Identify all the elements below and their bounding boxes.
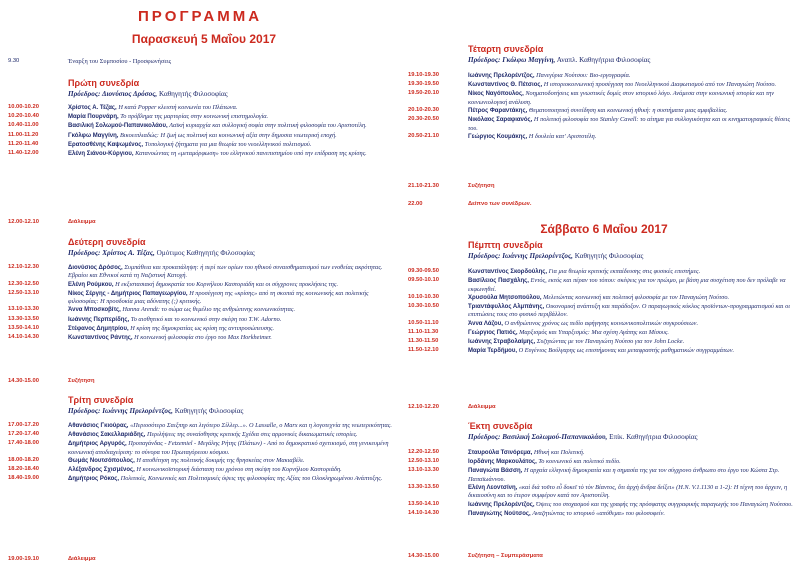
- item-speaker: Χρυσούλα Μητσοπούλου,: [468, 294, 542, 301]
- item-description: [468, 81, 800, 89]
- item-description: [68, 290, 400, 306]
- session-items: [408, 268, 800, 356]
- final-label: Συζήτηση – Συμπεράσματα: [468, 553, 543, 559]
- item-title: Το κοινωνικό και πολιτικό πεδίο.: [538, 458, 621, 466]
- schedule-item: [408, 501, 800, 509]
- chair-role: Αναπλ. Καθηγήτρια Φιλοσοφίας: [556, 56, 651, 64]
- item-title: Προπαγάνδας - Fetzemiel - Μεγάλης Ρήτης (Πλάτων) - Από το δημοκρατικό σχετικισμό, στη γενικευμένη κοινωνική αποδιαχείριση: το σύνορα του Πρωταγόρειου κόσμου.: [68, 440, 389, 456]
- schedule-item: [8, 290, 400, 306]
- item-title: Η αποθέτηση της πολιτικής δοκιμής της θρησκείας στον Μακιαβέλι.: [136, 457, 305, 465]
- item-time: 19.50-20.10: [408, 90, 439, 97]
- item-time: 17.40-18.00: [8, 440, 39, 447]
- item-title: Συζητώντας με τον Παναγιώτη Νούτσο για τον John Locke.: [536, 338, 685, 346]
- item-time: 10.10-10.30: [408, 293, 439, 300]
- item-time: 20.30-20.50: [408, 116, 439, 123]
- item-speaker: Κωνσταντίνος Θ. Πέτσιος,: [468, 82, 543, 89]
- session-title: Τέταρτη συνεδρία: [468, 44, 544, 54]
- chair-role: Επίκ. Καθηγήτρια Φιλοσοφίας: [609, 433, 698, 441]
- item-description: [468, 277, 800, 293]
- schedule-item: [408, 329, 800, 337]
- item-time: 12.50-13.10: [408, 458, 439, 465]
- item-description: [468, 347, 800, 355]
- schedule-item: [8, 113, 400, 121]
- item-speaker: Ιωάννης Στραβολαίμης,: [468, 339, 536, 346]
- item-speaker: Νίκος Σέργης - Δημήτριος Παπαγεωργίου,: [68, 290, 188, 297]
- item-time: 14.10-14.30: [8, 334, 39, 341]
- item-time: 13.30-13.50: [8, 315, 39, 322]
- item-speaker: Ιωάννης Πρελορέντζος,: [468, 73, 535, 79]
- discussion-2: [408, 182, 800, 190]
- item-title: Πολιτικές, Κοινωνικές και Πολιτισμικές όψεις της φιλοσοφίας της Αξίας του Ολοκληρωμένου Ανάπτυξης.: [120, 475, 383, 483]
- item-time: 20.10-20.30: [408, 107, 439, 114]
- chair-label: Πρόεδρος: Διονύσιος Δρόσος,: [68, 90, 158, 98]
- item-description: [68, 281, 400, 289]
- item-description: [468, 458, 800, 466]
- schedule-item: [408, 133, 800, 141]
- item-title: Όψεις του στοχασμού και της γραφής της πρόσφατης συγγραφικής παραγωγής του Παναγιώτη Νούτσου.: [536, 500, 793, 508]
- item-title: Η κρίση της δημοκρατίας ως κρίση της αντιπροσώπευσης.: [130, 324, 275, 332]
- item-description: [68, 104, 400, 112]
- item-speaker: Νικόλαος Σαραφιανός,: [468, 117, 533, 124]
- item-title: Εντός, εκτός και πέραν του τόπου: σκέψεις για τον πρώιμο, με βάση μια συσχέτιση που δεν πρόλαβε να εκφωνηθεί.: [468, 277, 786, 293]
- break-2: [8, 555, 400, 563]
- item-title: Η προσέγγιση της «κρίσης» από τη σκοπιά της κοινωνικής και πολιτικής φιλοσοφίας: Η προσδοκία μιας αδύνατης (;) κριτικής.: [68, 289, 369, 306]
- item-speaker: Βασιλική Σολωμού-Παπανικολάου,: [68, 123, 168, 130]
- session-chair: [68, 248, 400, 258]
- schedule-item: [408, 81, 800, 89]
- schedule-item: [408, 484, 800, 500]
- item-time: 10.00-10.20: [8, 104, 39, 110]
- schedule-item: [408, 449, 800, 457]
- item-title: Περιλήψεις της συναίσθησης κριτικής Σχέδια στις αρμονικές δικαιωματικές ιστορίες.: [147, 431, 358, 439]
- item-title: Οικονομική ανάπτυξη και παράδοξον. Ο παραγωγικός κύκλος προϊόντων-προγραμματισμού και οι επιπτώσεις τους στο φυσικό περιβάλλον.: [468, 303, 791, 319]
- item-speaker: Ερατοσθένης Καψωμένος,: [68, 141, 144, 148]
- item-speaker: Γεώργιος Κουμάκης,: [468, 133, 528, 140]
- schedule-item: [408, 458, 800, 466]
- item-time: 13.50-14.10: [408, 500, 439, 507]
- item-speaker: Κωνσταντίνος Σκορδούλης,: [468, 269, 548, 275]
- item-speaker: Βασίλειος Πασχάλης,: [468, 278, 529, 285]
- item-description: [68, 440, 400, 456]
- item-time: 17.00-17.20: [8, 422, 39, 428]
- item-speaker: Χρίστος Α. Τέζας,: [68, 105, 117, 111]
- chair-label: Πρόεδρος: Χρίστος Α. Τέζας,: [68, 249, 155, 257]
- schedule-item: [408, 116, 800, 132]
- session-title: Πρώτη συνεδρία: [68, 78, 140, 88]
- item-title: Η εκξιστασιακή δημοκρατία του Κορνήλιου Καστοριάδη και οι σύγχρονες προκλήσεις της.: [115, 280, 339, 288]
- item-description: [68, 306, 400, 314]
- schedule-item: [408, 320, 800, 328]
- session-4: [408, 44, 800, 142]
- session-chair: [468, 432, 800, 442]
- item-time: 19.30-19.50: [408, 81, 439, 88]
- chair-role: Ομότιμος Καθηγητής Φιλοσοφίας: [156, 249, 255, 257]
- chair-role: Καθηγητής Φιλοσοφίας: [574, 252, 644, 260]
- item-title: Για μια θεωρία κριτικής εκπαίδευσης στις φυσικές επιστήμες.: [548, 268, 701, 275]
- break-3: [408, 403, 800, 411]
- session-title: Δεύτερη συνεδρία: [68, 237, 146, 247]
- item-description: [68, 325, 400, 333]
- item-title: «καὶ διὰ τοῦτο εὖ δοκεῖ τὸ τὸν Βίαντος, ὅτι ἀρχὴ ἄνδρα δείξει» (Η.Ν. V.1.1130 α 1-2): Η τέχνη του άρχειν, η δικαιοσύνη και το έτερον συμφέρον κατά τον Αριστοτέλη.: [468, 484, 788, 500]
- schedule-item: [8, 316, 400, 324]
- schedule-item: [408, 347, 800, 355]
- break-time: 12.00-12.10: [8, 219, 39, 225]
- item-description: [68, 132, 400, 140]
- session-chair: [68, 89, 400, 99]
- item-description: [68, 150, 400, 158]
- session-chair: [468, 55, 800, 65]
- session-items: [408, 72, 800, 141]
- item-title: Μελετώντας κοινωνική και πολιτική φιλοσοφία με τον Παναγιώτη Νούτσο.: [543, 293, 730, 301]
- session-title: Έκτη συνεδρία: [468, 421, 533, 431]
- item-description: [468, 107, 800, 115]
- chair-label: Πρόεδρος: Ιωάννης Πρελορέντζος,: [68, 407, 173, 415]
- item-time: 18.40-19.00: [8, 475, 39, 482]
- item-speaker: Αθανάσιος Γκιούρας,: [68, 423, 129, 429]
- session-items: [8, 422, 400, 484]
- schedule-item: [8, 466, 400, 474]
- schedule-item: [8, 104, 400, 112]
- session-3: [8, 395, 400, 485]
- item-description: [68, 141, 400, 149]
- session-items: [408, 449, 800, 518]
- schedule-item: [8, 440, 400, 456]
- item-description: [68, 475, 400, 483]
- schedule-item: [8, 334, 400, 342]
- item-description: [68, 422, 400, 430]
- item-description: [468, 294, 800, 302]
- item-title: Η κοινωνικοϊστορική διάσταση του χρόνου στη σκέψη του Κορνήλιου Καστοριάδη.: [136, 466, 342, 474]
- item-title: Το πρόβλημα της μαρτυρίας στην κοινωνική επιστημολογία.: [120, 113, 269, 121]
- item-time: 09.30-09.50: [408, 268, 439, 274]
- break-label: Διάλειμμα: [68, 219, 96, 225]
- item-title: «Περιοσότερο Σαιξπηρ και λιγότερο Σίλλερ...». Ο Lassalle, ο Marx και η λογοτεχνία της νεωτερικότητας.: [130, 422, 392, 429]
- schedule-item: [8, 475, 400, 483]
- schedule-item: [408, 303, 800, 319]
- item-speaker: Μαρία Πουρνάρη,: [68, 114, 119, 121]
- item-speaker: Ιωάννης Περπερίδης,: [68, 316, 130, 323]
- item-title: Θεματοποιητική συνείδηση και κοινωνική ηθική: η συστήματα μιας αμφιβαλίας.: [528, 107, 728, 115]
- item-time: 09.50-10.10: [408, 277, 439, 284]
- item-time: 11.00-11.20: [8, 131, 39, 138]
- schedule-item: [8, 422, 400, 430]
- item-title: Hanna Arendt: το σώμα ως θεμέλιο της ανθρώπινης κοινωνικότητας.: [122, 306, 296, 314]
- item-title: Η δουλεία κατ' Αριστοτέλη.: [528, 132, 597, 140]
- item-speaker: Αθανάσιος Σακελλαριάδης,: [68, 432, 146, 439]
- schedule-item: [8, 264, 400, 280]
- session-6: [408, 421, 800, 519]
- schedule-item: [8, 306, 400, 314]
- item-time: 12.50-13.10: [8, 289, 39, 296]
- item-time: 20.50-21.10: [408, 132, 439, 139]
- item-speaker: Πέτρος Φαραντάκης,: [468, 108, 528, 115]
- item-speaker: Γεώργιος Πατιός,: [468, 329, 518, 336]
- item-speaker: Σταυρούλα Τσινόρεμα,: [468, 450, 533, 456]
- item-speaker: Ελένη Σιάνου-Κύργιου,: [68, 151, 134, 158]
- chair-label: Πρόεδρος: Γκόλφω Μαγγίνη,: [468, 56, 556, 64]
- item-title: Το αισθητικό και το κοινωνικό στην σκέψη του T.W. Adorno.: [130, 315, 282, 323]
- saturday-heading: Σάββατο 6 Μαΐου 2017: [540, 222, 668, 236]
- item-speaker: Ελένη Λεοντσίνη,: [468, 485, 518, 492]
- session-2: [8, 237, 400, 343]
- schedule-item: [8, 431, 400, 439]
- item-time: 19.10-19.30: [408, 72, 439, 78]
- item-title: Κατανοώντας τη «μεταμόρφωση» του ελληνικού πανεπιστημίου υπό την επίδραση της κρίσης.: [135, 150, 367, 158]
- item-time: 13.30-13.50: [408, 484, 439, 491]
- schedule-item: [408, 72, 800, 80]
- item-title: Η κοινωνική φιλοσοφία στο έργο του Max Horkheimer.: [134, 334, 272, 342]
- item-description: [468, 72, 800, 80]
- item-time: 18.20-18.40: [8, 466, 39, 473]
- item-speaker: Κωνσταντίνος Ράντης,: [68, 335, 133, 342]
- item-title: Νοηματοδοτήσεις και γνωστικές δομές στον ιστορικό λόγο. Ανάμεσα στην κοινωνική ιστορία και την κοινωνιολογική ανάλυση.: [468, 90, 774, 106]
- program-title: ΠΡΟΓΡΑΜΜΑ: [137, 8, 263, 25]
- item-speaker: Στέφανος Δημητρίου,: [68, 325, 129, 332]
- discussion-time: 14.30-15.00: [8, 378, 39, 384]
- item-title: Βικοειπλιαδώς: Η ζωή ως πολιτική και κοινωνική αξία στην δημοσια νεωτερική εποχή.: [119, 131, 337, 139]
- break-label: Διάλειμμα: [68, 556, 96, 562]
- session-items: [8, 104, 400, 158]
- item-description: [468, 501, 800, 509]
- item-description: [468, 320, 800, 328]
- item-description: [68, 264, 400, 280]
- item-time: 12.20-12.50: [408, 449, 439, 455]
- item-time: 12.30-12.50: [8, 280, 39, 287]
- item-time: 13.10-13.30: [408, 467, 439, 474]
- break-label: Διάλειμμα: [468, 404, 496, 410]
- item-title: Ο Ευγένιος Βούλγαρης ως επιστήμονας και μεταφραστής μαθηματικών συγγραμμάτων.: [518, 347, 735, 355]
- item-time: 11.10-11.30: [408, 328, 439, 335]
- item-title: Η αρχαία ελληνική δημοκρατία και η σημασία της για τον σύγχρονο άνθρωπο στο έργο του Κώστα Στρ. Παπαϊωάννου.: [468, 467, 780, 483]
- item-time: 10.30-10.50: [408, 303, 439, 310]
- item-description: [468, 268, 800, 276]
- schedule-item: [8, 132, 400, 140]
- schedule-item: [408, 277, 800, 293]
- schedule-item: [408, 107, 800, 115]
- final-time: 14.30-15.00: [408, 553, 439, 559]
- session-5: [408, 240, 800, 356]
- item-time: 10.20-10.40: [8, 113, 39, 120]
- item-speaker: Παναγιώτα Βάσση,: [468, 468, 523, 475]
- item-title: Η ιστοριοκοινωνική προσέγγιση του Νεοελληνικού Διαφωτισμού από τον Παναγιώτη Νούτσο.: [543, 81, 777, 89]
- schedule-item: [8, 150, 400, 158]
- final-discussion: [408, 552, 800, 560]
- item-title: Λαϊκή κυριαρχία και συλλογική σοφία στην πολιτική φιλοσοφία του Αριστοτέλη.: [169, 122, 367, 130]
- discussion-time: 21.10-21.30: [408, 183, 439, 189]
- item-description: [468, 90, 800, 106]
- item-speaker: Παναγιώτης Νούτσος,: [468, 510, 531, 517]
- item-time: 11.30-11.50: [408, 338, 439, 345]
- session-1: [8, 78, 400, 159]
- item-speaker: Γκόλφω Μαγγίνη,: [68, 132, 119, 139]
- item-title: Συμπάθεια και προκατάληψη: ή περί των ορίων του ηθικού συναισθηματισμού των ενοθείας ακρότητας. Εβραίοι και Εθνικοί κατά τη Ναζιστική Κατοχή.: [68, 264, 383, 280]
- item-time: 13.10-13.30: [8, 306, 39, 313]
- item-speaker: Ιωάννης Πρελορέντζος,: [468, 501, 535, 508]
- schedule-item: [8, 325, 400, 333]
- item-speaker: Δημήτριος Αργυρός,: [68, 441, 127, 448]
- schedule-item: [8, 122, 400, 130]
- item-speaker: Νίκος Ναγόπουλος,: [468, 91, 524, 98]
- item-description: [468, 467, 800, 483]
- dinner: [408, 200, 800, 208]
- item-speaker: Άννα Λάζου,: [468, 320, 503, 327]
- opening-time: 9.30: [8, 58, 20, 64]
- item-description: [68, 122, 400, 130]
- chair-role: Καθηγητής Φιλοσοφίας: [174, 407, 244, 415]
- item-description: [468, 510, 800, 518]
- item-title: Η πολιτική φιλοσοφία του Stanley Cavell: το αίτημα για συλλογικότητα και οι κινηματογραφικές θέσεις του.: [468, 116, 790, 132]
- session-chair: [468, 251, 800, 261]
- item-description: [68, 466, 400, 474]
- item-description: [68, 316, 400, 324]
- schedule-item: [408, 510, 800, 518]
- item-speaker: Διονύσιος Δρόσος,: [68, 265, 123, 271]
- item-description: [468, 303, 800, 319]
- item-time: 10.40-11.00: [8, 122, 39, 129]
- schedule-item: [408, 90, 800, 106]
- item-description: [468, 116, 800, 132]
- item-speaker: Ελένη Ρούμκου,: [68, 281, 114, 288]
- break-time: 12.10-12.20: [408, 404, 439, 410]
- schedule-item: [408, 467, 800, 483]
- item-speaker: Θωμάς Νουτσόπουλος,: [68, 458, 135, 465]
- session-title: Τρίτη συνεδρία: [68, 395, 134, 405]
- item-speaker: Ιορδάνης Μαρκουλάτος,: [468, 459, 537, 466]
- session-title: Πέμπτη συνεδρία: [468, 240, 543, 250]
- item-time: 17.20-17.40: [8, 431, 39, 438]
- break-1: [8, 218, 400, 226]
- item-time: 11.40-12.00: [8, 150, 39, 157]
- friday-heading: Παρασκευή 5 Μαΐου 2017: [131, 32, 277, 46]
- item-time: 11.50-12.10: [408, 347, 439, 354]
- item-title: Τυπολογική ζήτηματα για μια θεωρία του νεοελληνικού πολιτισμού.: [144, 140, 312, 148]
- schedule-item: [408, 268, 800, 276]
- opening-text: Έναρξη του Συμποσίου - Προσφωνήσεις: [68, 58, 172, 65]
- item-title: Ηθική και Πολιτική.: [533, 449, 585, 456]
- schedule-item: [8, 141, 400, 149]
- item-description: [68, 457, 400, 465]
- item-speaker: Δημήτριος Ρόκος,: [68, 476, 120, 483]
- schedule-item: [408, 294, 800, 302]
- item-description: [468, 338, 800, 346]
- schedule-item: [408, 338, 800, 346]
- discussion-label: Συζήτηση: [468, 183, 495, 189]
- item-speaker: Μαρία Τερδήμου,: [468, 348, 517, 355]
- item-description: [68, 113, 400, 121]
- item-time: 12.10-12.30: [8, 264, 39, 270]
- dinner-time: 22.00: [408, 201, 423, 207]
- item-time: 11.20-11.40: [8, 140, 39, 147]
- item-description: [468, 449, 800, 457]
- item-description: [468, 484, 800, 500]
- schedule-item: [8, 281, 400, 289]
- discussion-1: [8, 377, 400, 385]
- discussion-label: Συζήτηση: [68, 378, 95, 384]
- item-title: Ο ανθρώπινος χρόνος ως πεδίο αφήγησης κοινωνικοπολιτικών συγκρούσεων.: [504, 319, 699, 327]
- item-title: Μαρξισμός και Υπαρξισμός: Μια σχέση Αγάπης και Μίσους.: [519, 328, 669, 336]
- opening-block: [8, 58, 400, 66]
- item-speaker: Τριαντάφυλλος Αλμπάνης,: [468, 304, 545, 311]
- item-speaker: Άννα Μποσκοβίτς,: [68, 307, 121, 314]
- item-description: [468, 133, 800, 141]
- dinner-label: Δείπνο των συνέδρων.: [468, 201, 532, 207]
- item-time: 18.00-18.20: [8, 457, 39, 464]
- item-time: 14.10-14.30: [408, 509, 439, 516]
- break-time: 19.00-19.10: [8, 556, 39, 562]
- chair-label: Πρόεδρος: Ιωάννης Πρελορέντζος,: [468, 252, 573, 260]
- item-speaker: Αλέξανδρος Σχισμένος,: [68, 467, 135, 474]
- session-items: [8, 264, 400, 342]
- item-title: Πανεγύρια Νούτσου: Βιο-εργογραφία.: [536, 72, 631, 79]
- item-description: [68, 334, 400, 342]
- item-description: [68, 431, 400, 439]
- item-description: [468, 329, 800, 337]
- schedule-item: [8, 457, 400, 465]
- chair-label: Πρόεδρος: Βασιλική Σολωμού-Παπανικολάου,: [468, 433, 608, 441]
- item-title: Αναζητώντας το ιστορικό «απόθεμα» του φιλοσοφείν.: [532, 509, 666, 517]
- session-chair: [68, 406, 400, 416]
- chair-role: Καθηγητής Φιλοσοφίας: [159, 90, 228, 98]
- item-time: 10.50-11.10: [408, 319, 439, 326]
- item-time: 13.50-14.10: [8, 324, 39, 331]
- item-title: Η κατά Popper κλειστή κοινωνία του Πλάτωνα.: [118, 104, 238, 111]
